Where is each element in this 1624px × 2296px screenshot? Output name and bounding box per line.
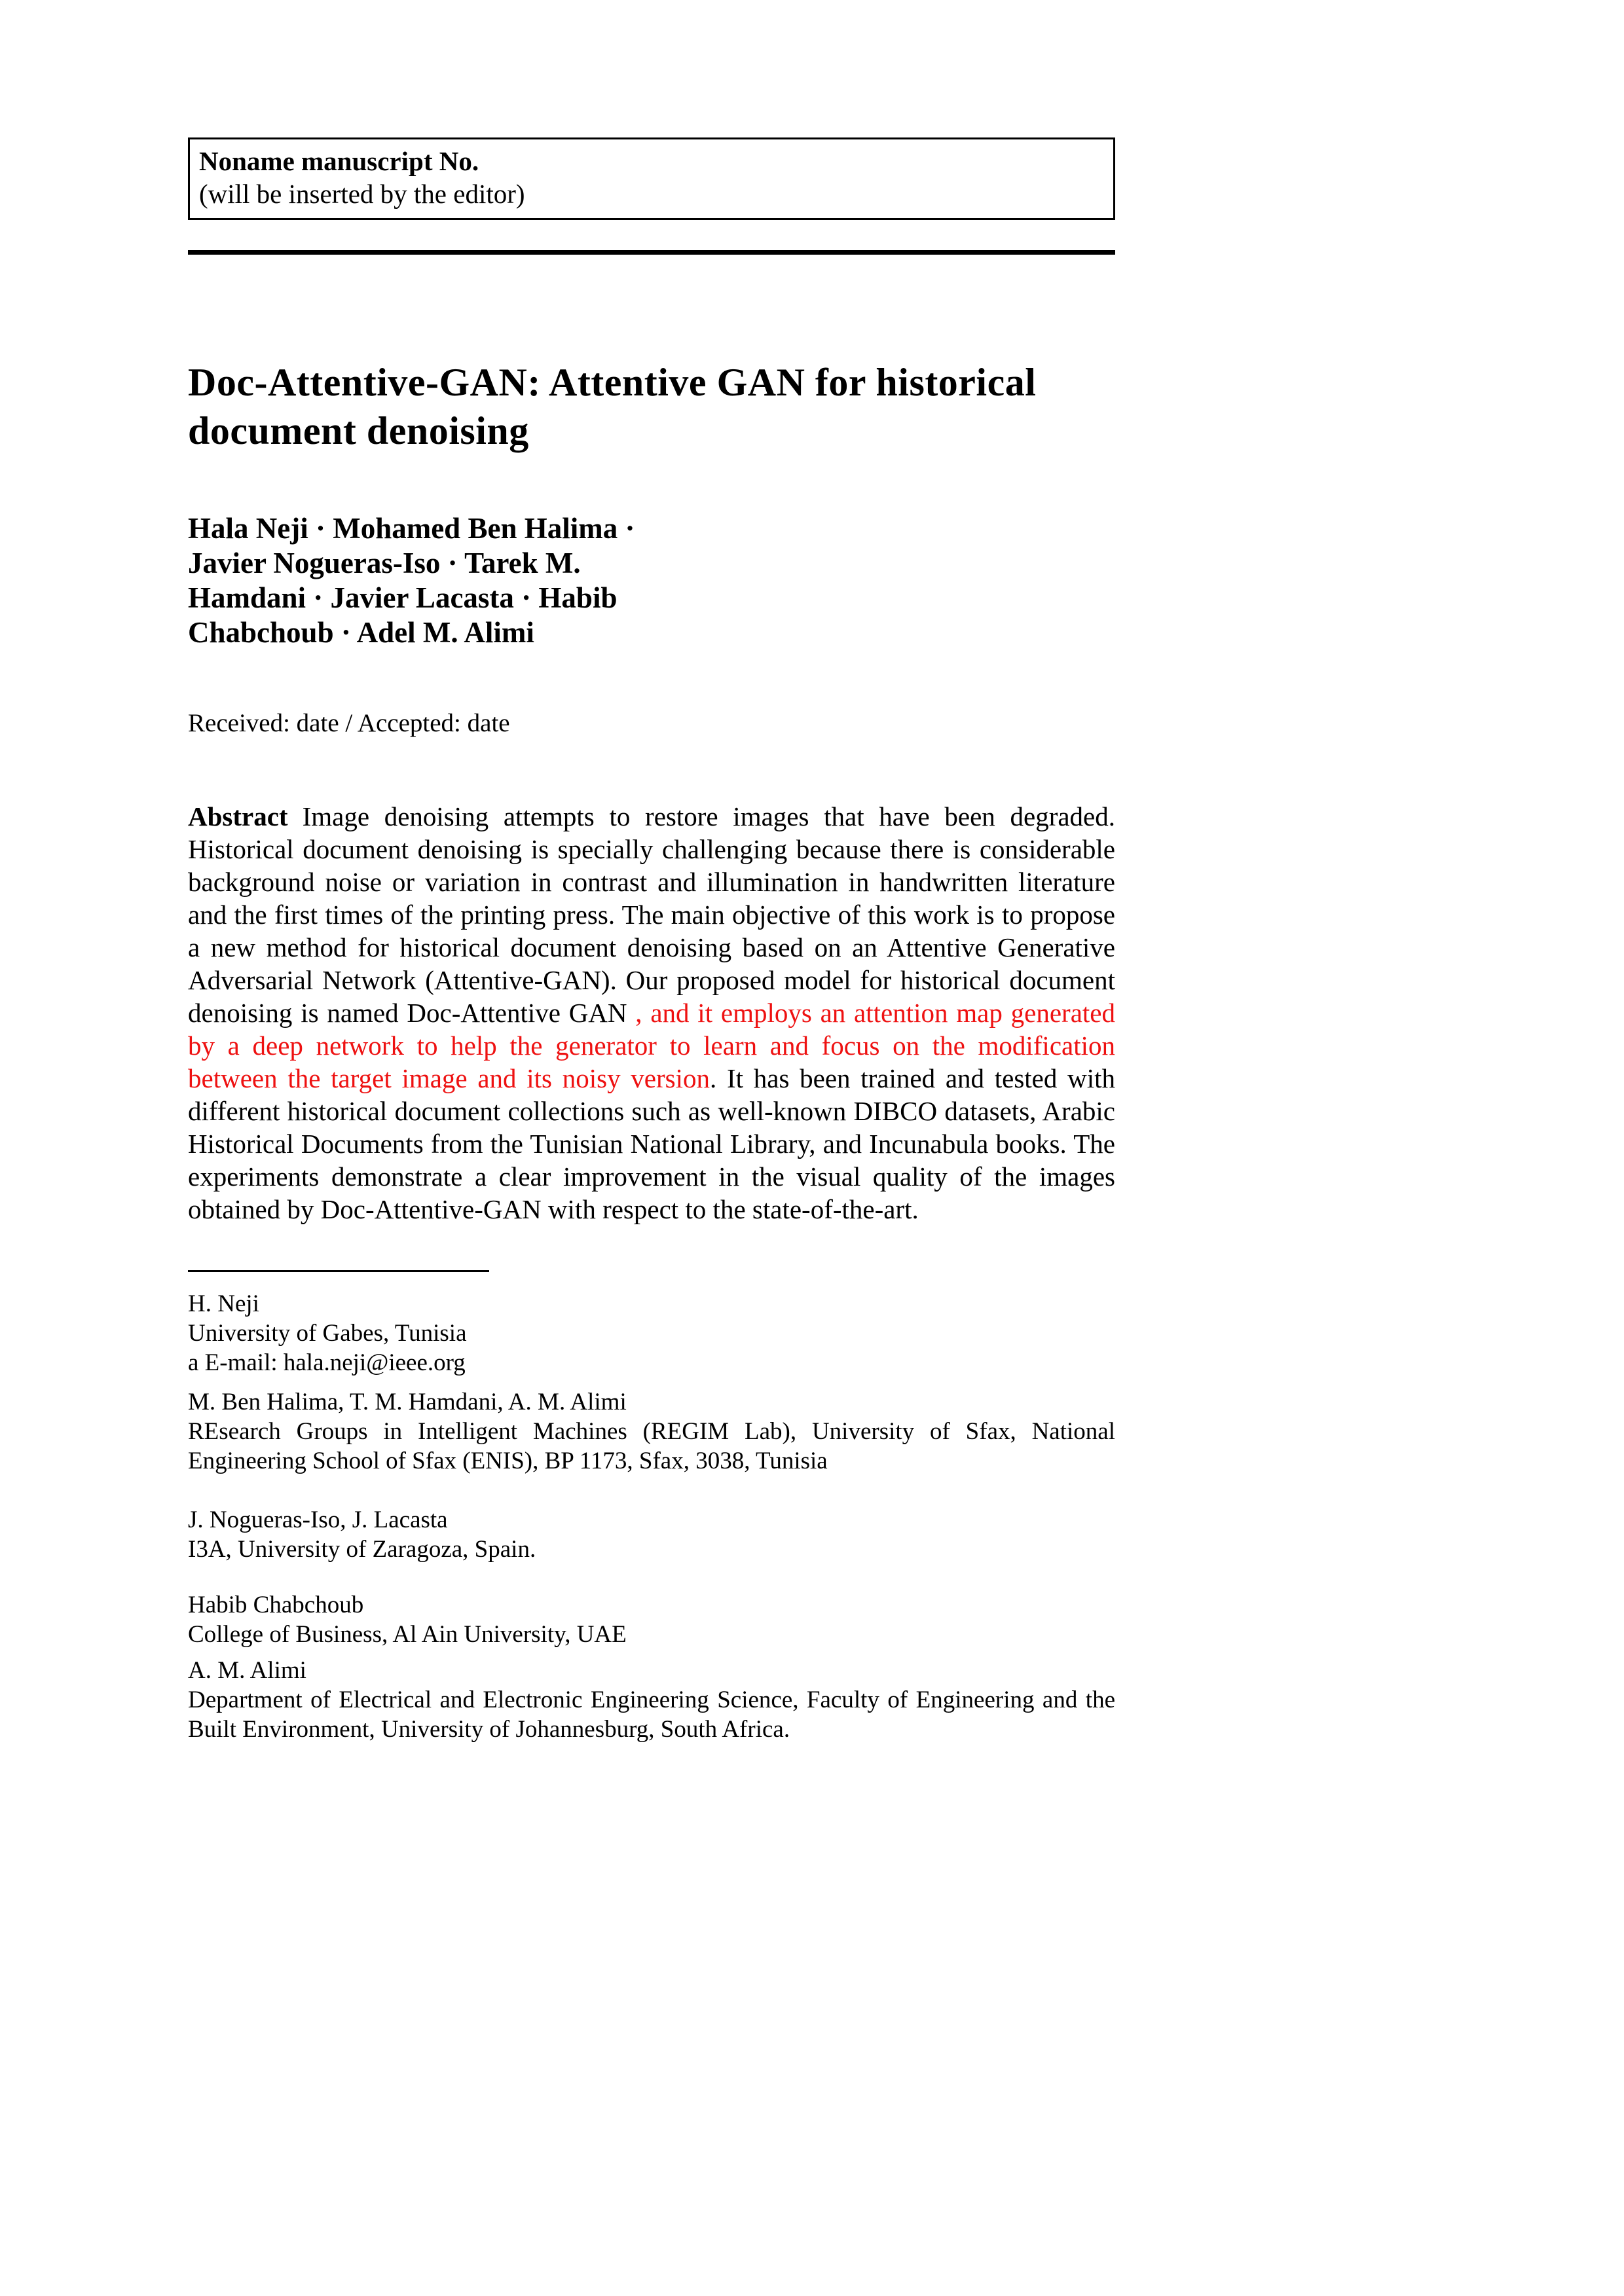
author-line: Hamdani · Javier Lacasta · Habib (188, 581, 618, 614)
abstract-text-red: , and it employs an attention map generated by a deep network to help the generator to learn and focus on the modification between the target image and its noisy version (188, 998, 1115, 1093)
footnote-author: Habib Chabchoub (188, 1592, 364, 1618)
footnote-author: A. M. Alimi (188, 1657, 306, 1684)
abstract-paragraph (188, 800, 1115, 1226)
footnote-block (188, 1656, 1115, 1744)
footnote-affiliation: REsearch Groups in Intelligent Machines (REGIM Lab), University of Sfax, National Engineering School of Sfax (ENIS), BP 1173, Sfax, 3038, Tunisia (188, 1418, 1115, 1474)
footnote-section (188, 1289, 1115, 1744)
author-line: Chabchoub · Adel M. Alimi (188, 616, 534, 649)
paper-title-line2: document denoising (188, 409, 529, 452)
manuscript-header-box (188, 137, 1115, 220)
footnote-author: M. Ben Halima, T. M. Hamdani, A. M. Alimi (188, 1389, 627, 1415)
abstract-text-black-1: Image denoising attempts to restore images that have been degraded. Historical document denoising is specially challenging because there is considerable background noise or variation in contrast and illumination in handwritten literature and the first times of the printing press. The main objective of this work is to propose a new method for historical document denoising based on an Attentive Generative Adversarial Network (Attentive-GAN). Our proposed model for historical document denoising is named Doc-Attentive GAN (188, 801, 1115, 1028)
footnote-block (188, 1590, 1115, 1649)
footnote-block (188, 1505, 1115, 1564)
footnote-block (188, 1289, 1115, 1377)
manuscript-number-line: Noname manuscript No. (199, 146, 479, 176)
footnote-author: J. Nogueras-Iso, J. Lacasta (188, 1506, 448, 1533)
footnote-email: a E-mail: hala.neji@ieee.org (188, 1349, 466, 1376)
abstract-label: Abstract (188, 801, 288, 831)
paper-title (188, 358, 1115, 455)
received-accepted-line: Received: date / Accepted: date (188, 709, 510, 737)
author-line: Javier Nogueras-Iso · Tarek M. (188, 547, 581, 579)
abstract-text-black-2: . It has been trained and tested with different historical document collections such as well-known DIBCO datasets, Arabic Historical Documents from the Tunisian National Library, and Incunabula books. The experiments demonstrate a clear improvement in the visual quality of the images obtained by Doc-Attentive-GAN with respect to the state-of-the-art. (188, 1063, 1115, 1224)
author-line: Hala Neji · Mohamed Ben Halima · (188, 512, 635, 545)
text-column (188, 0, 1115, 1744)
footnote-affiliation: University of Gabes, Tunisia (188, 1320, 467, 1347)
footnote-affiliation: Department of Electrical and Electronic Engineering Science, Faculty of Engineering and the Built Environment, University of Johannesburg, South Africa. (188, 1686, 1115, 1743)
footnote-rule (188, 1270, 489, 1272)
author-list (188, 511, 1115, 650)
footnote-affiliation: I3A, University of Zaragoza, Spain. (188, 1536, 536, 1563)
footnote-block (188, 1387, 1115, 1476)
header-rule (188, 250, 1115, 255)
editor-note-line: (will be inserted by the editor) (199, 179, 525, 209)
footnote-author: H. Neji (188, 1290, 259, 1317)
footnote-affiliation: College of Business, Al Ain University, UAE (188, 1621, 627, 1648)
paper-title-line1: Doc-Attentive-GAN: Attentive GAN for historical (188, 361, 1037, 404)
